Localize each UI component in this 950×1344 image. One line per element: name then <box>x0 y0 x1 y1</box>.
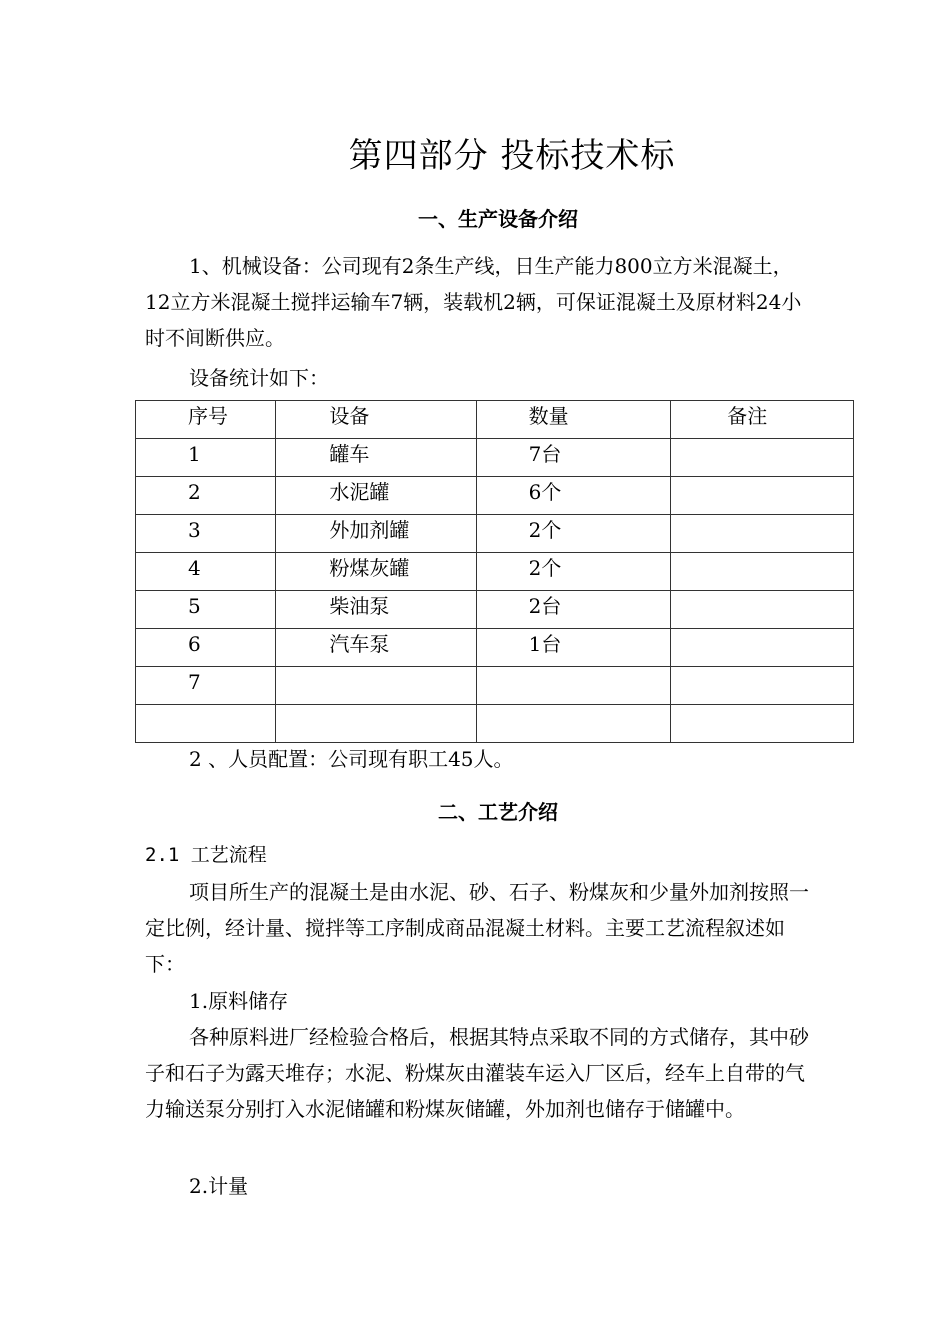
table-row <box>136 439 854 477</box>
page-title: 第四部分 投标技术标 <box>348 136 676 176</box>
table-header-row <box>136 401 854 439</box>
table-header-cell: 设备 <box>276 401 476 439</box>
table-cell <box>136 705 276 743</box>
table-row <box>136 553 854 591</box>
table-cell <box>671 553 854 591</box>
table-cell <box>671 667 854 705</box>
table-cell <box>671 477 854 515</box>
table-cell <box>671 629 854 667</box>
table-row <box>136 477 854 515</box>
table-cell <box>476 667 671 705</box>
table-cell: 罐车 <box>276 439 476 477</box>
table-cell: 7 <box>136 667 276 705</box>
table-row <box>136 515 854 553</box>
table-row <box>136 629 854 667</box>
table-row <box>136 705 854 743</box>
raw-material-paragraph: 各种原料进厂经检验合格后，根据其特点采取不同的方式储存，其中砂子和石子为露天堆存；水泥、粉煤灰由灌装车运入厂区后，经车上自带的气力输送泵分别打入水泥储罐和粉煤灰储罐，外加剂也储存于储罐中。 <box>145 1025 809 1121</box>
table-cell: 7台 <box>476 439 671 477</box>
section-heading-equipment: 一、生产设备介绍 <box>418 207 578 231</box>
table-cell <box>671 591 854 629</box>
table-cell: 1台 <box>476 629 671 667</box>
process-paragraph: 项目所生产的混凝土是由水泥、砂、石子、粉煤灰和少量外加剂按照一定比例，经计量、搅拌等工序制成商品混凝土材料。主要工艺流程叙述如下： <box>145 880 809 976</box>
table-header-cell: 序号 <box>136 401 276 439</box>
table-cell: 3 <box>136 515 276 553</box>
table-cell <box>671 705 854 743</box>
table-cell: 2个 <box>476 553 671 591</box>
table-cell: 2个 <box>476 515 671 553</box>
table-cell <box>671 439 854 477</box>
staff-paragraph: 2 、人员配置：公司现有职工45人。 <box>189 747 514 771</box>
table-row <box>136 667 854 705</box>
table-cell: 2 <box>136 477 276 515</box>
table-cell: 6 <box>136 629 276 667</box>
item-raw-material-title: 1.原料储存 <box>189 989 289 1013</box>
table-cell <box>671 515 854 553</box>
table-cell: 粉煤灰罐 <box>276 553 476 591</box>
sub-heading-process-flow: 2.1 工艺流程 <box>145 844 267 866</box>
table-cell: 5 <box>136 591 276 629</box>
table-cell: 4 <box>136 553 276 591</box>
table-cell <box>276 705 476 743</box>
table-cell: 6个 <box>476 477 671 515</box>
table-cell: 2台 <box>476 591 671 629</box>
table-cell <box>476 705 671 743</box>
table-cell: 1 <box>136 439 276 477</box>
machinery-paragraph: 1、机械设备：公司现有2条生产线，日生产能力800立方米混凝土，12立方米混凝土搅拌运输车7辆，装载机2辆，可保证混凝土及原材料24小时不间断供应。 <box>145 254 802 350</box>
table-header-cell: 备注 <box>671 401 854 439</box>
section-heading-process: 二、工艺介绍 <box>438 800 558 824</box>
table-cell: 汽车泵 <box>276 629 476 667</box>
table-cell <box>276 667 476 705</box>
table-cell: 柴油泵 <box>276 591 476 629</box>
table-row <box>136 591 854 629</box>
equipment-table <box>135 400 854 743</box>
table-intro: 设备统计如下： <box>189 366 329 390</box>
table-cell: 外加剂罐 <box>276 515 476 553</box>
item-metering-title: 2.计量 <box>189 1174 249 1198</box>
table-cell: 水泥罐 <box>276 477 476 515</box>
table-header-cell: 数量 <box>476 401 671 439</box>
